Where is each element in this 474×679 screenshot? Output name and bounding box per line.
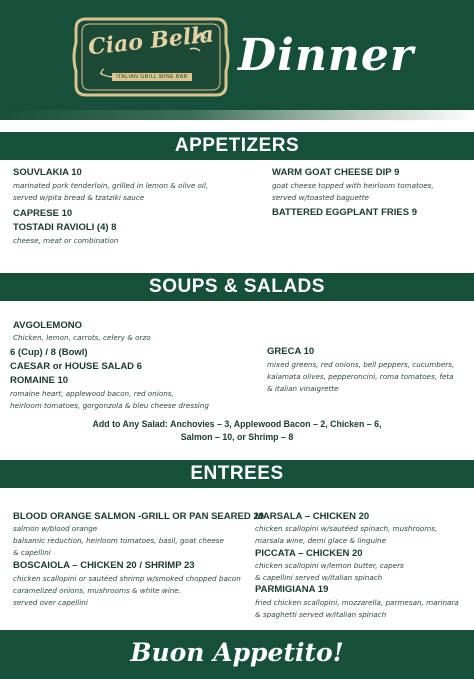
- item-salmon-desc: balsamic reduction, heirloom tomatoes, basil, goat cheese: [13, 536, 224, 545]
- item-eggplant-name: BATTERED EGGPLANT FRIES 9: [272, 207, 417, 218]
- footer-tagline: Buon Appetito!: [130, 638, 344, 667]
- item-salmon-desc: salmon w/blood orange: [13, 524, 98, 533]
- item-avgolemono-desc: Chicken, lemon, carrots, celery & orzo: [13, 333, 151, 342]
- logo-subtitle: ITALIAN GRILL WINE BAR: [112, 73, 192, 81]
- item-souvlakia-desc: served w/pita bread & tzatziki sauce: [13, 193, 145, 202]
- item-goat-cheese-desc: served w/toasted baguette: [272, 193, 369, 202]
- item-greca-name: GRECA 10: [267, 346, 315, 357]
- item-avgolemono-name: AVGOLEMONO: [13, 320, 82, 331]
- salad-addons-note: [50, 418, 424, 444]
- item-romaine-desc: romaine heart, applewood bacon, red onions,: [10, 389, 174, 398]
- salad-addons-line: Add to Any Salad: Anchovies – 3, Applewood Bacon – 2, Chicken – 6,: [92, 419, 382, 429]
- item-greca-desc: & italian vinaigrette: [267, 384, 339, 393]
- item-greca-desc: mixed greens, red onions, bell peppers, cucumbers,: [267, 360, 455, 369]
- item-marsala-desc: marsala wine, demi glace & linguine: [255, 536, 387, 545]
- item-piccata-desc: & capellini served w/italian spinach: [255, 573, 383, 582]
- item-boscaiola-desc: served over capellini: [13, 598, 88, 607]
- item-caprese-name: CAPRESE 10: [13, 208, 73, 219]
- item-piccata-name: PICCATA – CHICKEN 20: [255, 548, 363, 559]
- logo-text: Ciao Bella: [86, 21, 216, 61]
- item-souvlakia-name: SOUVLAKIA 10: [13, 167, 82, 178]
- item-parmigiana-name: PARMIGIANA 19: [255, 584, 329, 595]
- item-boscaiola-desc: chicken scallopini or sautéed shrimp w/smoked chopped bacon: [13, 574, 241, 583]
- item-parmigiana-desc: & spaghetti served w/italian spinach: [255, 610, 387, 619]
- item-marsala-name: MARSALA – CHICKEN 20: [255, 511, 370, 522]
- item-romaine-desc: heirloom tomatoes, gorgonzola & bleu cheese dressing: [10, 401, 209, 410]
- page-title: Dinner: [238, 30, 415, 81]
- section-heading-appetizers: APPETIZERS: [0, 132, 474, 160]
- item-piccata-desc: chicken scallopini w/lemon butter, capers: [255, 561, 404, 570]
- item-ravioli-desc: cheese, meat or combination: [13, 236, 119, 245]
- menu-footer: [0, 630, 474, 679]
- item-greca-desc: kalamata olives, pepperoncini, roma tomatoes, feta: [267, 372, 454, 381]
- item-goat-cheese-desc: goat cheese topped with heirloom tomatoes,: [272, 181, 434, 190]
- item-boscaiola-desc: caramelized onions, mushrooms & white wine.: [13, 586, 182, 595]
- item-salmon-name: BLOOD ORANGE SALMON -GRILL OR PAN SEARED 29: [13, 511, 264, 522]
- restaurant-logo: [72, 13, 230, 101]
- item-souvlakia-desc: marinated pork tenderloin, grilled in lemon & olive oil,: [13, 181, 209, 190]
- item-avgolemono-price: 6 (Cup) / 8 (Bowl): [10, 347, 88, 358]
- item-boscaiola-name: BOSCAIOLA – CHICKEN 20 / SHRIMP 23: [13, 560, 195, 571]
- item-romaine-name: ROMAINE 10: [10, 375, 69, 386]
- section-heading-entrees: ENTREES: [0, 460, 474, 488]
- item-goat-cheese-name: WARM GOAT CHEESE DIP 9: [272, 167, 400, 178]
- item-marsala-desc: chicken scallopini w/sautéed spinach, mushrooms,: [255, 524, 438, 533]
- item-salmon-desc: & capellini: [13, 548, 51, 557]
- header-divider: [0, 110, 474, 120]
- item-parmigiana-desc: fried chicken scallopini, mozzarella, parmesan, marinara: [255, 598, 459, 607]
- section-heading-soups-salads: SOUPS & SALADS: [0, 273, 474, 301]
- salad-addons-line: Salmon – 10, or Shrimp – 8: [180, 432, 294, 442]
- item-ravioli-name: TOSTADI RAVIOLI (4) 8: [13, 222, 117, 233]
- menu-header: [0, 0, 474, 110]
- item-caesar-name: CAESAR or HOUSE SALAD 6: [10, 361, 142, 372]
